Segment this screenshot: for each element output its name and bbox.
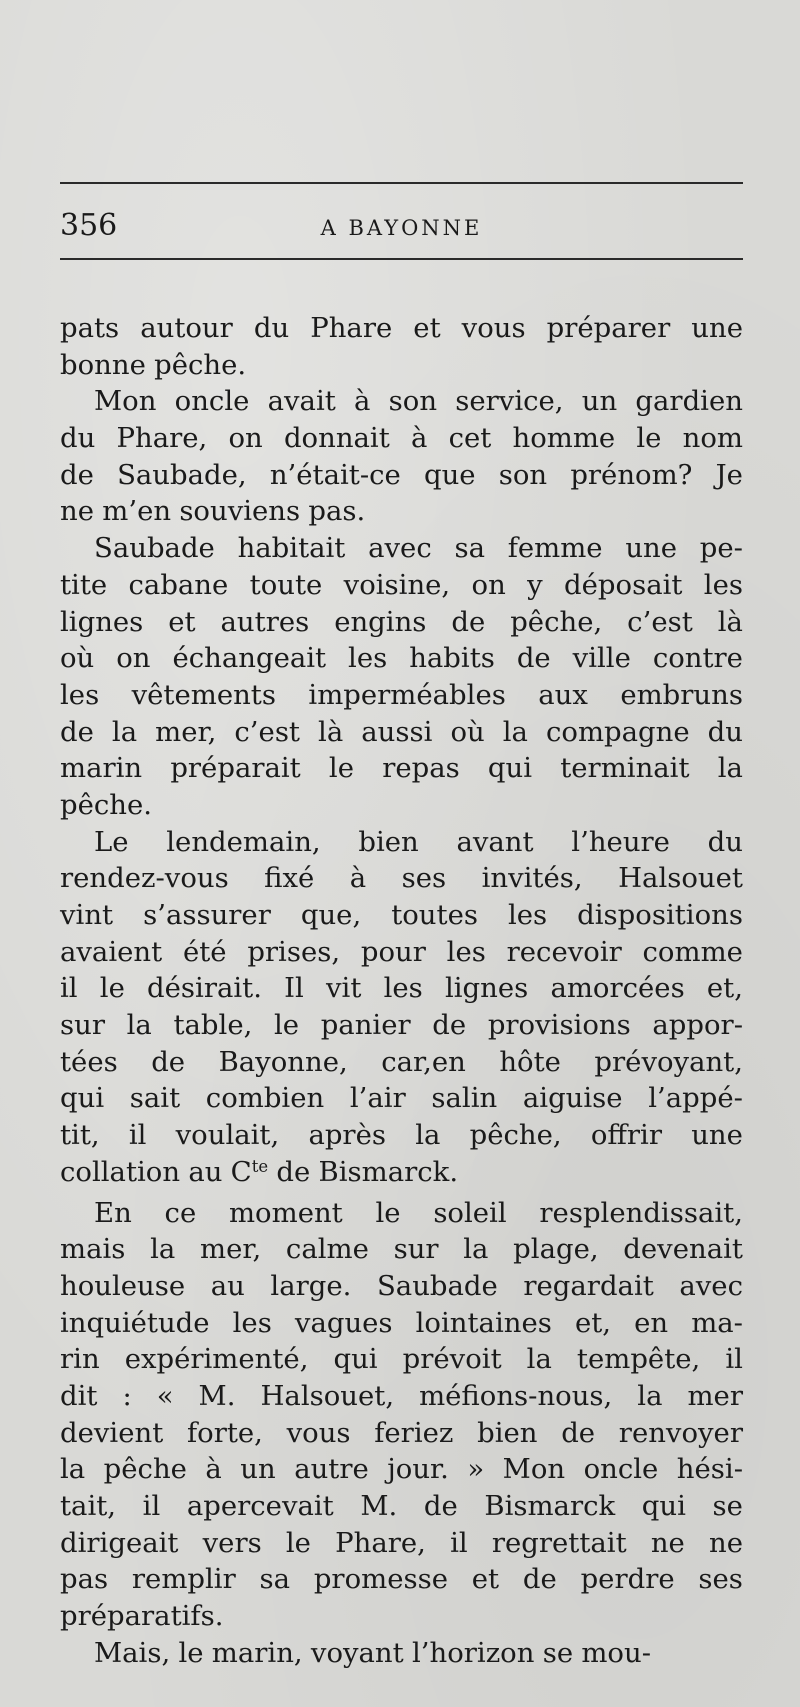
text-line: houleuse au large. Saubade regardait avec: [60, 1269, 743, 1302]
paragraph: [60, 1195, 743, 1635]
text-line: les vêtements imperméables aux embruns: [60, 678, 743, 711]
text-line: du Phare, on donnait à cet homme le nom: [60, 422, 743, 455]
text-line: bonne pêche.: [60, 348, 247, 381]
text-line: tées de Bayonne, car,en hôte prévoyant,: [60, 1045, 743, 1078]
text-line: tite cabane toute voisine, on y déposait les: [60, 568, 743, 601]
text-line: tit, il voulait, après la pêche, offrir une: [60, 1119, 743, 1152]
text-line: avaient été prises, pour les recevoir comme: [60, 935, 743, 968]
text-line: la pêche à un autre jour. » Mon oncle hési-: [60, 1453, 743, 1486]
header-rule-top: [60, 182, 743, 184]
paragraph: [60, 383, 743, 530]
paragraph: [60, 530, 743, 824]
text-line: de Saubade, n’était-ce que son prénom? Je: [60, 458, 743, 491]
text-line: tait, il apercevait M. de Bismarck qui se: [60, 1490, 743, 1522]
text-line: collation au $C^{te}$ de Bismarck.: [60, 1155, 459, 1188]
paragraph: [60, 1635, 743, 1672]
text-line: Mon oncle avait à son service, un gardien: [94, 385, 743, 418]
text-line: préparatifs.: [60, 1600, 224, 1633]
text-line: où on échangeait les habits de ville contre: [60, 642, 743, 675]
text-line: Mais, le marin, voyant l’horizon se mou-: [94, 1636, 651, 1669]
text-line: de la mer, c’est là aussi où la compagne du: [60, 715, 743, 748]
text-line: devient forte, vous feriez bien de renvoyer: [60, 1416, 743, 1449]
text-line: Saubade habitait avec sa femme une pe-: [94, 532, 743, 565]
page-header: [60, 206, 743, 246]
text-line: rendez-vous fixé à ses invités, Halsouet: [60, 862, 743, 895]
text-line: inquiétude les vagues lointaines et, en ma-: [60, 1306, 743, 1339]
text-line: pêche.: [60, 788, 153, 821]
text-line: Le lendemain, bien avant l’heure du: [94, 825, 743, 858]
header-rule-bottom: [60, 258, 743, 260]
page-number: 356: [60, 208, 118, 243]
running-title: A BAYONNE: [320, 216, 483, 240]
text-line: marin préparait le repas qui terminait la: [60, 752, 743, 785]
text-line: ne m’en souviens pas.: [60, 495, 366, 528]
text-line: qui sait combien l’air salin aiguise l’appé-: [60, 1082, 743, 1115]
text-line: lignes et autres engins de pêche, c’est là: [60, 605, 743, 638]
text-line: En ce moment le soleil resplendissait,: [94, 1196, 743, 1229]
text-line: sur la table, le panier de provisions appor-: [60, 1009, 743, 1042]
text-line: pas remplir sa promesse et de perdre ses: [60, 1563, 743, 1596]
text-line: pats autour du Phare et vous préparer une: [60, 312, 743, 344]
paragraph: [60, 310, 743, 383]
text-line: il le désirait. Il vit les lignes amorcées et,: [60, 972, 743, 1005]
text-line: rin expérimenté, qui prévoit la tempête, il: [60, 1343, 743, 1376]
paragraph: [60, 824, 743, 1191]
body-text: [60, 310, 743, 1671]
text-line: mais la mer, calme sur la plage, devenait: [60, 1233, 743, 1266]
text-line: vint s’assurer que, toutes les dispositions: [60, 899, 743, 931]
text-line: dirigeait vers le Phare, il regrettait ne ne: [60, 1526, 743, 1559]
text-line: dit : « M. Halsouet, méfions-nous, la mer: [60, 1379, 743, 1412]
